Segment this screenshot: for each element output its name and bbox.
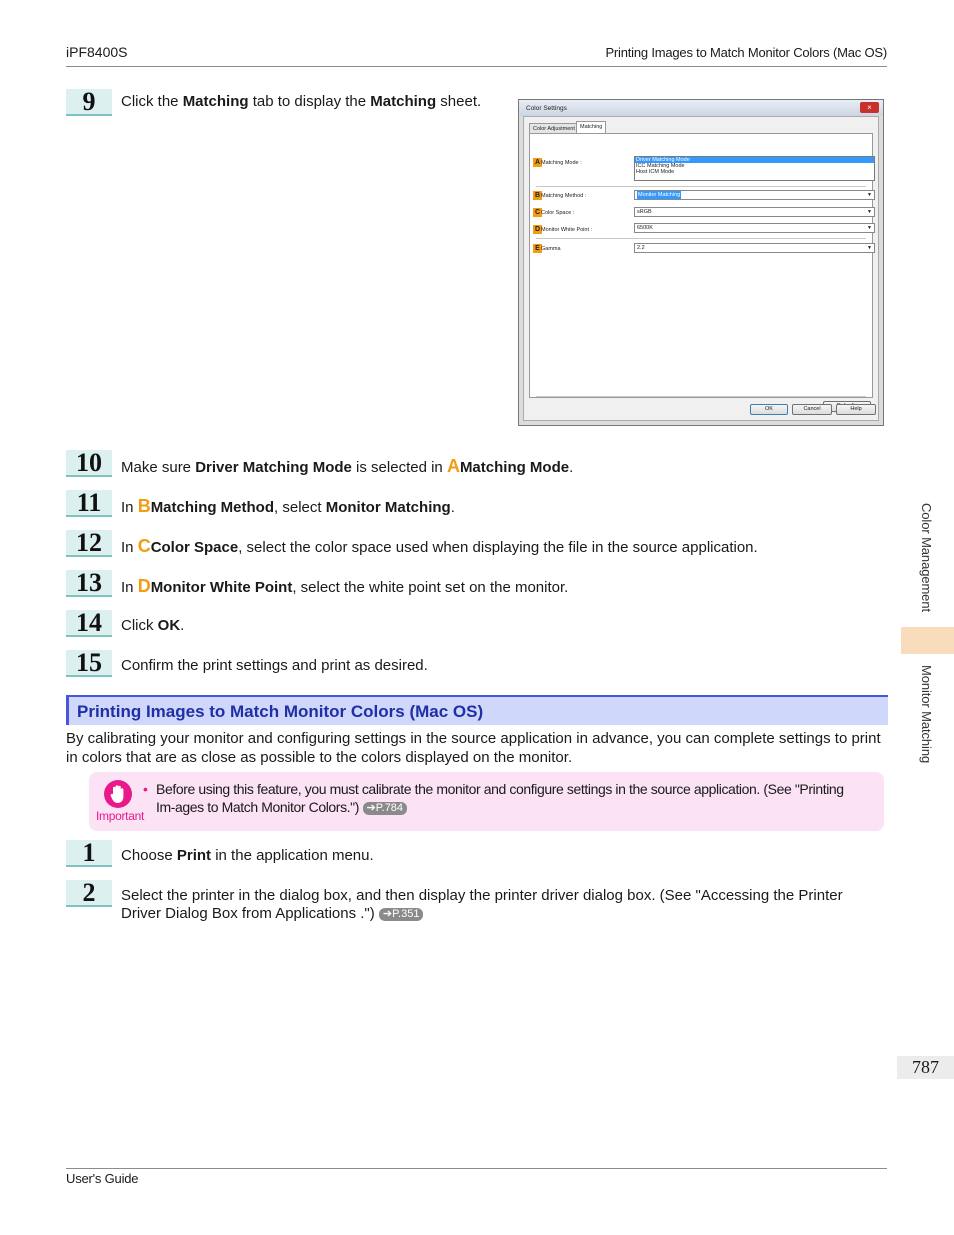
divider — [536, 186, 866, 187]
callout-letter: D — [137, 576, 151, 596]
white-point-label: Monitor White Point : — [541, 227, 593, 233]
side-chapter-label: Color Management — [919, 503, 934, 612]
cancel-button[interactable]: Cancel — [792, 404, 832, 415]
important-text: Before using this feature, you must calibrate the monitor and configure settings in the source application. (See "Printing Im-ages to Match Monitor Colors.") ➔P.784 — [156, 781, 844, 815]
page-reference-link[interactable]: ➔P.351 — [379, 908, 424, 921]
important-label: Important — [96, 809, 144, 823]
step-10-text: Make sure Driver Matching Mode is selected in AMatching Mode. — [121, 456, 574, 476]
list-item[interactable]: Host ICM Mode — [636, 169, 675, 175]
callout-letter: C — [137, 536, 151, 556]
list-item[interactable]: Driver Matching Mode — [635, 157, 874, 163]
header-rule — [66, 66, 887, 67]
mac-step-1-text: Choose Print in the application menu. — [121, 847, 374, 864]
gamma-select[interactable]: 2.2 ▼ — [634, 243, 875, 253]
callout-badge: D — [534, 226, 541, 233]
ok-button[interactable]: OK — [750, 404, 788, 415]
chevron-down-icon: ▼ — [867, 225, 872, 231]
step-number-badge: 10 — [66, 450, 112, 477]
step-number-badge: 2 — [66, 880, 112, 907]
divider — [536, 238, 866, 239]
hand-stop-icon — [104, 780, 132, 808]
important-note — [89, 772, 884, 831]
step-number-badge: 13 — [66, 570, 112, 597]
callout-letter: B — [137, 496, 151, 516]
color-settings-dialog — [518, 99, 884, 426]
section-intro: By calibrating your monitor and configuring settings in the source application in advance, you can complete settings to print in colors that are as close as possible to the colors displayed on the monitor. — [66, 730, 881, 766]
step-number-badge: 1 — [66, 840, 112, 867]
color-space-select[interactable]: sRGB ▼ — [634, 207, 875, 217]
list-item[interactable]: ICC Matching Mode — [636, 163, 685, 169]
close-icon[interactable]: × — [860, 102, 879, 113]
step-15-text: Confirm the print settings and print as desired. — [121, 657, 428, 674]
chevron-down-icon: ▼ — [867, 209, 872, 215]
callout-badge: C — [534, 209, 541, 216]
gamma-label: Gamma — [541, 246, 561, 252]
step-number-badge: 15 — [66, 650, 112, 677]
step-number-badge: 9 — [66, 89, 112, 116]
matching-method-select[interactable]: Monitor Matching ▼ — [634, 190, 875, 200]
help-button[interactable]: Help — [836, 404, 876, 415]
white-point-select[interactable]: 6500K ▼ — [634, 223, 875, 233]
color-space-label: Color Space : — [541, 210, 575, 216]
callout-badge: A — [534, 159, 541, 166]
side-section-label: Monitor Matching — [919, 665, 934, 764]
step-number-badge: 11 — [66, 490, 112, 517]
step-13-text: In DMonitor White Point, select the white point set on the monitor. — [121, 576, 569, 596]
side-tab-marker — [901, 627, 954, 654]
tab-matching[interactable]: Matching — [576, 121, 606, 133]
header-model: iPF8400S — [66, 44, 128, 60]
matching-mode-label: Matching Mode : — [541, 160, 582, 166]
callout-badge: E — [533, 244, 542, 253]
page-number: 787 — [897, 1056, 954, 1079]
step-14-text: Click OK. — [121, 617, 185, 634]
bullet: • — [143, 781, 148, 797]
tab-color-adjustment[interactable]: Color Adjustment — [529, 123, 579, 134]
matching-tab-ref: Matching — [182, 93, 249, 110]
mac-step-2-text: Select the printer in the dialog box, and then display the printer driver dialog box. (See "Accessing the Printer Driver Dialog Box from Applications .") ➔P.351 — [121, 887, 843, 922]
step-number-badge: 12 — [66, 530, 112, 557]
footer-guide-title: User's Guide — [66, 1171, 139, 1186]
step-number-badge: 14 — [66, 610, 112, 637]
section-heading: Printing Images to Match Monitor Colors (Mac OS) — [66, 695, 888, 725]
footer-rule — [66, 1168, 887, 1169]
dialog-title-bar: Color Settings × — [519, 100, 883, 116]
chevron-down-icon: ▼ — [867, 245, 872, 251]
step-9-text: Click the Matching tab to display the Matching sheet. — [121, 93, 482, 110]
divider — [536, 396, 866, 397]
matching-panel — [529, 133, 873, 398]
matching-mode-list[interactable] — [634, 156, 875, 181]
matching-method-label: Matching Method : — [541, 193, 587, 199]
callout-letter: A — [446, 456, 460, 476]
page-reference-link[interactable]: ➔P.784 — [363, 802, 408, 815]
step-11-text: In BMatching Method, select Monitor Matching. — [121, 496, 455, 516]
callout-badge: B — [534, 192, 541, 199]
step-12-text: In CColor Space, select the color space used when displaying the file in the source application. — [121, 536, 758, 556]
chevron-down-icon: ▼ — [867, 192, 872, 198]
header-section-title: Printing Images to Match Monitor Colors (Mac OS) — [605, 45, 887, 60]
